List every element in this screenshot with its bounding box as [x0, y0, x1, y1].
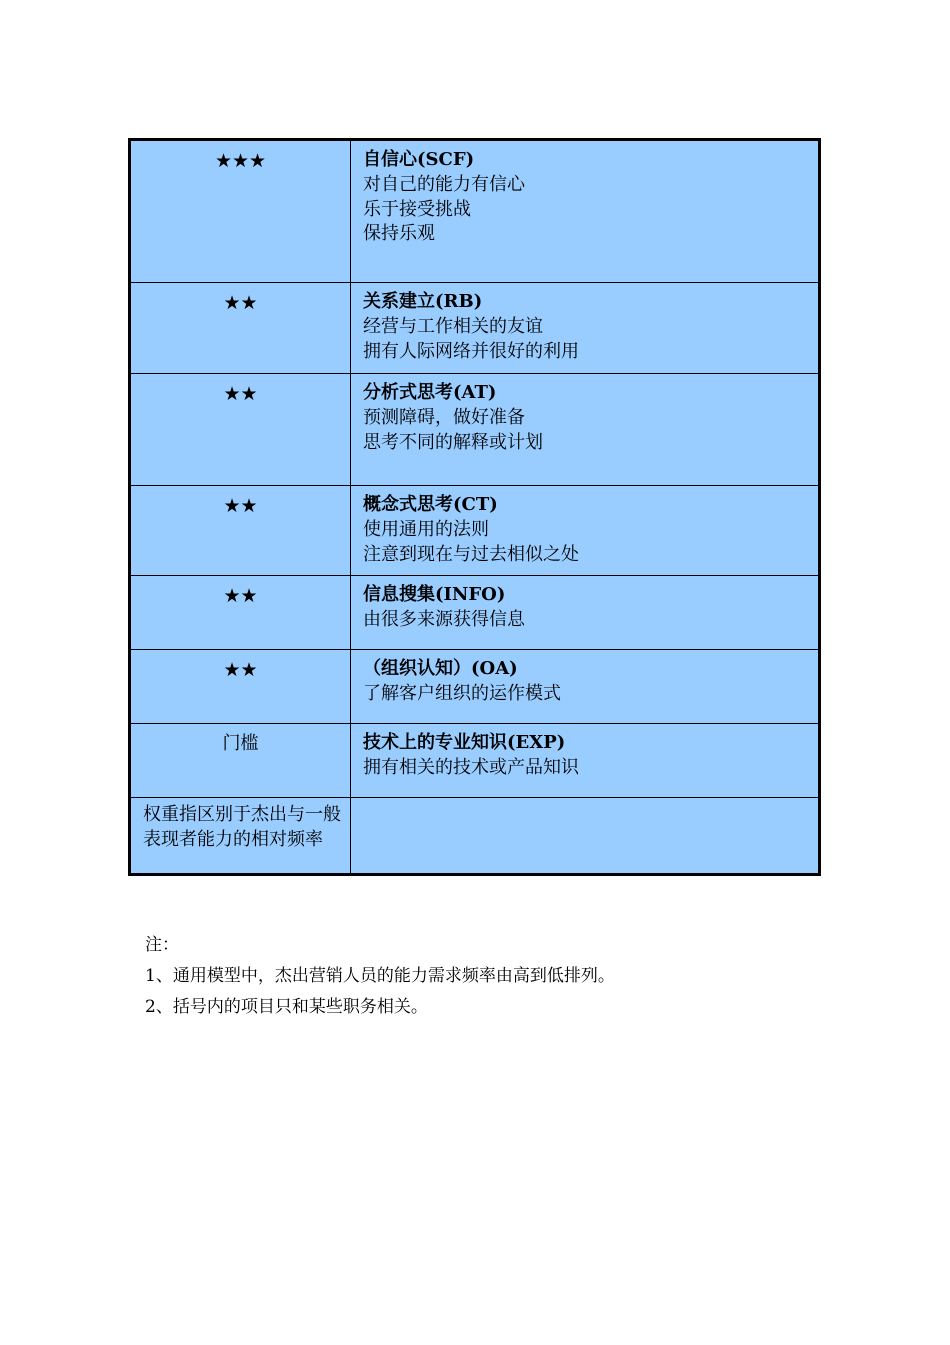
- competency-cell: [351, 374, 818, 485]
- rating-cell: [131, 141, 351, 282]
- rating-cell: [131, 486, 351, 575]
- table-row: [131, 373, 818, 485]
- empty-cell: [351, 798, 818, 873]
- competency-title: 分析式思考(AT): [363, 382, 497, 403]
- note-line: 1、通用模型中，杰出营销人员的能力需求频率由高到低排列。: [145, 966, 615, 986]
- table-row: [131, 141, 818, 282]
- table-row: [131, 485, 818, 575]
- notes-section: [145, 930, 615, 1023]
- table-row: [131, 575, 818, 649]
- rating-cell: [131, 576, 351, 649]
- rating-cell: [131, 724, 351, 797]
- star-rating: ★★★: [214, 150, 267, 172]
- competency-item: 使用通用的法则: [363, 518, 489, 540]
- competency-item: 由很多来源获得信息: [363, 608, 525, 630]
- table-row: [131, 797, 818, 873]
- competency-item: 拥有人际网络并很好的利用: [363, 340, 579, 362]
- note-line: 2、括号内的项目只和某些职务相关。: [145, 997, 428, 1017]
- star-rating: ★★: [223, 292, 258, 314]
- table-row: [131, 282, 818, 373]
- competency-cell: [351, 141, 818, 282]
- competency-item: 了解客户组织的运作模式: [363, 682, 561, 704]
- competency-cell: [351, 283, 818, 373]
- competency-cell: [351, 724, 818, 797]
- competency-item: 注意到现在与过去相似之处: [363, 543, 579, 565]
- competency-title: 关系建立(RB): [363, 291, 483, 312]
- threshold-label: 门槛: [222, 733, 259, 754]
- competency-item: 对自己的能力有信心: [363, 173, 525, 195]
- rating-cell: [131, 650, 351, 723]
- rating-cell: [131, 374, 351, 485]
- competency-item: 经营与工作相关的友谊: [363, 315, 543, 337]
- competency-item: 乐于接受挑战: [363, 198, 471, 220]
- competency-title: 概念式思考(CT): [363, 494, 498, 515]
- competency-item: 预测障碍，做好准备: [363, 406, 525, 428]
- competency-cell: [351, 486, 818, 575]
- competency-title: 信息搜集(INFO): [363, 584, 506, 605]
- competency-item: 思考不同的解释或计划: [363, 431, 543, 453]
- star-rating: ★★: [223, 495, 258, 517]
- competency-title: 自信心(SCF): [363, 149, 475, 170]
- notes-heading: 注：: [145, 935, 179, 955]
- competency-item: 保持乐观: [363, 223, 435, 245]
- competency-cell: [351, 650, 818, 723]
- competency-cell: [351, 576, 818, 649]
- competency-title: 技术上的专业知识(EXP): [363, 732, 566, 753]
- competency-table: [128, 138, 821, 876]
- weight-note: 权重指区别于杰出与一般表现者能力的相对频率: [143, 804, 341, 850]
- table-row: [131, 723, 818, 797]
- rating-cell: [131, 283, 351, 373]
- star-rating: ★★: [223, 383, 258, 405]
- table-row: [131, 649, 818, 723]
- weight-note-cell: [131, 798, 351, 873]
- competency-title: （组织认知）(OA): [363, 658, 518, 679]
- competency-item: 拥有相关的技术或产品知识: [363, 756, 579, 778]
- star-rating: ★★: [223, 585, 258, 607]
- star-rating: ★★: [223, 659, 258, 681]
